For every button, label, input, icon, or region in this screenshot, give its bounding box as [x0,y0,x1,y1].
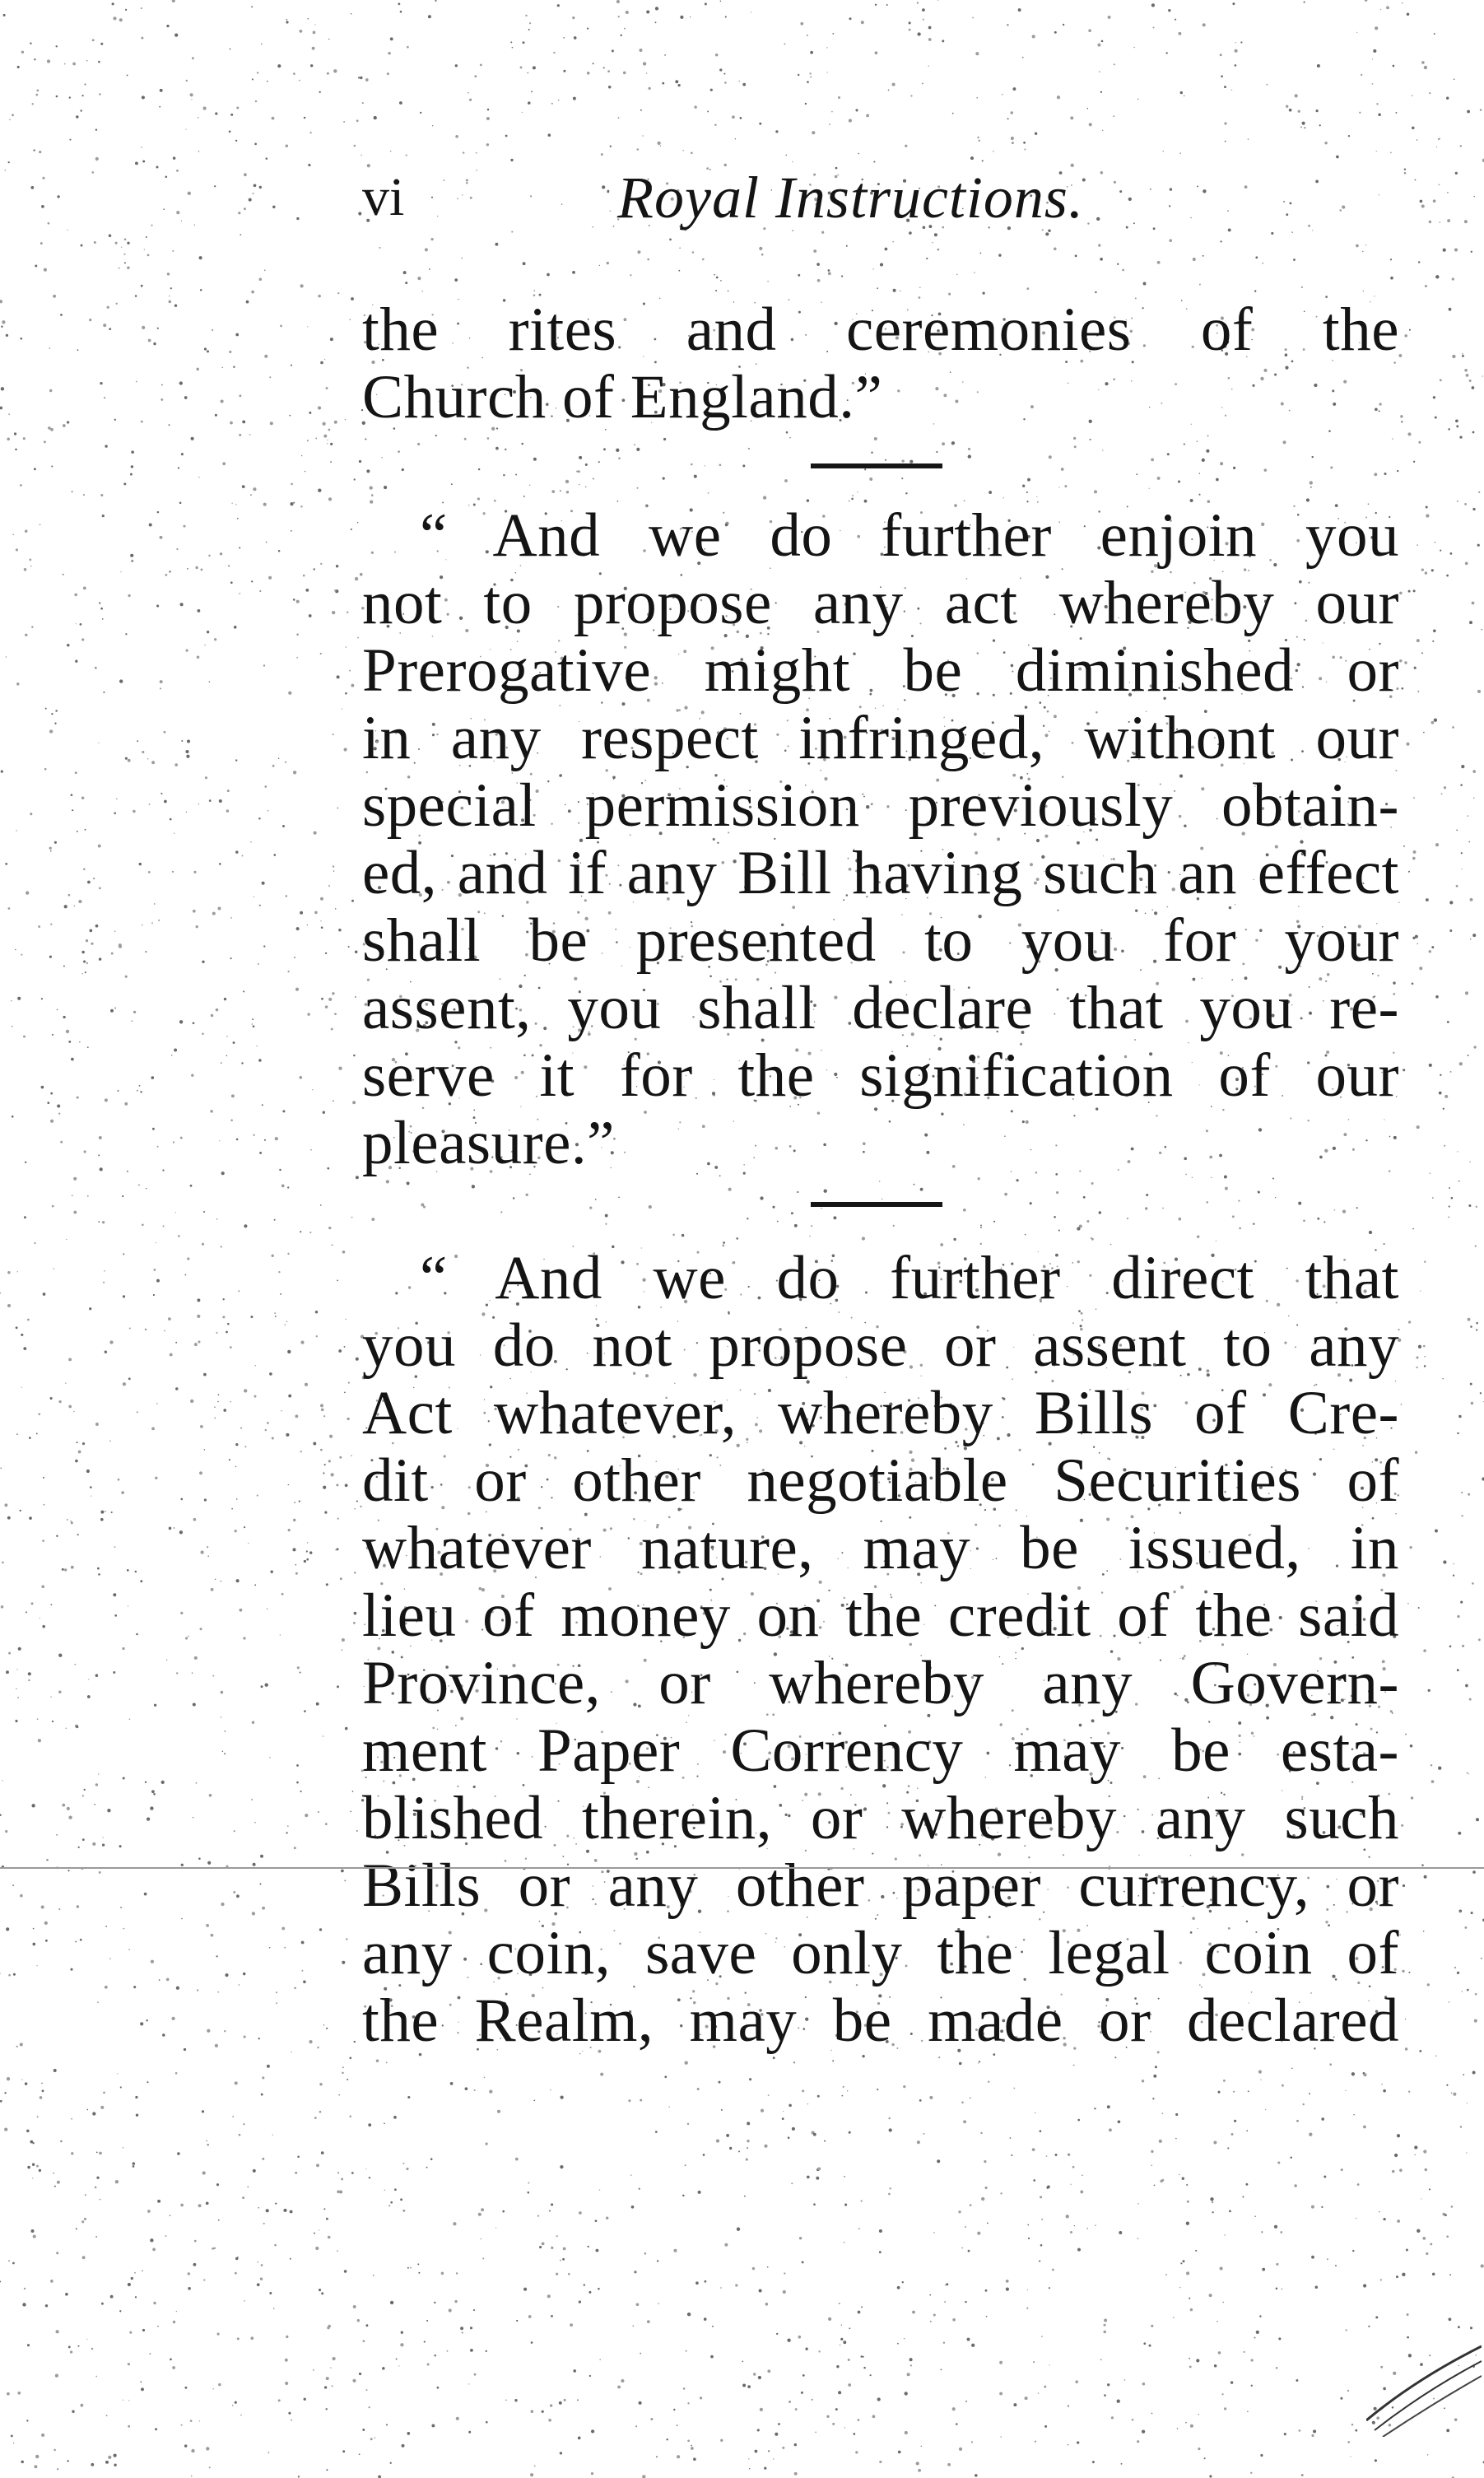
section-rule [811,463,942,468]
text-line: the rites and ceremonies of the [362,296,1399,364]
text-line: serve it for the signification of our [362,1041,1399,1110]
text-line: ed, and if any Bill having such an effect [362,839,1399,907]
text-line: you do not propose or assent to any [362,1311,1399,1380]
text-line: any coin, save only the legal coin of [362,1919,1399,1987]
text-line: ment Paper Corrency may be esta- [362,1716,1399,1785]
text-line: whatever nature, may be issued, in [362,1514,1399,1582]
text-line: in any respect infringed, withont our [362,704,1399,772]
scan-crease-line [0,1867,1484,1869]
text-line: the Realm, may be made or declared [362,1987,1399,2055]
text-line: dit or other negotiable Securities of [362,1446,1399,1515]
text-line: special permission previously obtain- [362,771,1399,840]
text-line: shall be presented to you for your [362,906,1399,975]
text-line: blished therein, or whereby any such [362,1784,1399,1852]
text-line: “ And we do further enjoin you [420,501,1399,570]
text-line: Church of England.” [362,363,883,431]
page-header [362,156,1399,239]
page-edge-scratch [1366,2322,1482,2437]
text-line: assent, you shall declare that you re- [362,974,1399,1042]
text-line: lieu of money on the credit of the said [362,1581,1399,1650]
text-line: not to propose any act whereby our [362,569,1399,637]
text-line: Act whatever, whereby Bills of Cre- [362,1379,1399,1447]
running-title: Royal Instructions. [617,165,1084,231]
text-line: Prerogative might be diminished or [362,636,1399,705]
page-number: vi [362,167,405,227]
text-line: “ And we do further direct that [420,1244,1399,1312]
section-rule [811,1202,942,1207]
text-line: Province, or whereby any Govern- [362,1649,1399,1717]
text-line: pleasure.” [362,1109,615,1177]
text-line: Bills or any other paper currency, or [362,1852,1399,1920]
